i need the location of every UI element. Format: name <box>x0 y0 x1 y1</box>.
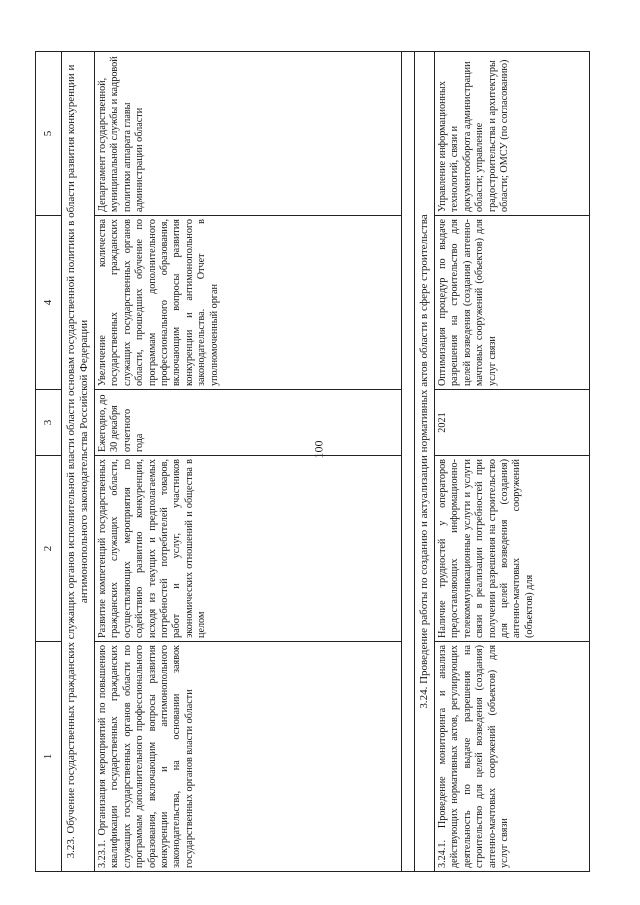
problem-cell: Наличие трудностей у операторов предоставляющих информационно-телекоммуникационные услуги и услуги связи в реализации потребностей при получении разрешения на строительство для целей возведения (создания) антенно-мачтовых сооружений (объектов) для <box>435 456 590 642</box>
spacer-cell <box>402 52 415 872</box>
section-row <box>415 52 435 872</box>
result-cell: Оптимизация процедур по выдаче разрешения на строительство для целей возведения (создания) антенно-мачтовых сооружений (объектов) для услуг связи <box>435 216 590 390</box>
header-row <box>36 52 62 872</box>
deadline-cell: 2021 <box>435 390 590 456</box>
rotated-table-frame <box>35 52 605 872</box>
spacer-row <box>402 52 415 872</box>
col-header-1: 1 <box>36 642 62 872</box>
section-title-3-23: 3.23. Обучение государственных гражданских служащих органов исполнительной власти области основам государственной политики в области развития конкуренции и антимонопольного законодательства Российской Федерации <box>62 52 95 872</box>
measure-cell: 3.24.1. Проведение мониторинга и анализа действующих нормативных актов, регулирующих деятельность по выдаче разрешения на строительство для целей возведения (создания) антенно-мачтовых сооружений (объектов) для услуг связи <box>435 642 590 872</box>
deadline-cell: Ежегодно, до 30 декабря отчетного года <box>95 390 402 456</box>
col-header-3: 3 <box>36 390 62 456</box>
responsible-cell: Управление информационных технологий, связи и документооборота администрации области; управление градостроительства и архитектуры области; ОМСУ (по согласованию) <box>435 52 590 216</box>
section-row <box>62 52 95 872</box>
section-title-3-24: 3.24. Проведение работы по созданию и актуализации нормативных актов области в сфере строительства <box>415 52 435 872</box>
plan-table <box>35 51 590 872</box>
measure-cell: 3.23.1. Организация мероприятий по повышению квалификации государственных гражданских служащих государственных органов области по программам дополнительного профессионального образования, включающим вопросы развития конкуренции и антимонопольного законодательства, на основании заявок государственных органов власти области <box>95 642 402 872</box>
table-row <box>95 52 402 872</box>
col-header-2: 2 <box>36 456 62 642</box>
page-number: 100 <box>311 440 326 459</box>
responsible-cell: Департамент государственной, муниципальной службы и кадровой политики аппарата главы администрации области <box>95 52 402 216</box>
problem-cell: Развитие компетенций государственных гражданских служащих области, осуществляющих мероприятия по содействию развитию конкуренции, исходя из текущих и предполагаемых потребностей потребителей товаров, работ и услуг, участников экономических отношений и общества в целом <box>95 456 402 642</box>
result-cell: Увеличение количества государственных гражданских служащих государственных органов области, прошедших обучение по программам дополнительного профессионального образования, включающим вопросы развития конкуренции и антимонопольного законодательства. Отчет в уполномоченный орган <box>95 216 402 390</box>
col-header-5: 5 <box>36 52 62 216</box>
table-row <box>435 52 590 872</box>
col-header-4: 4 <box>36 216 62 390</box>
